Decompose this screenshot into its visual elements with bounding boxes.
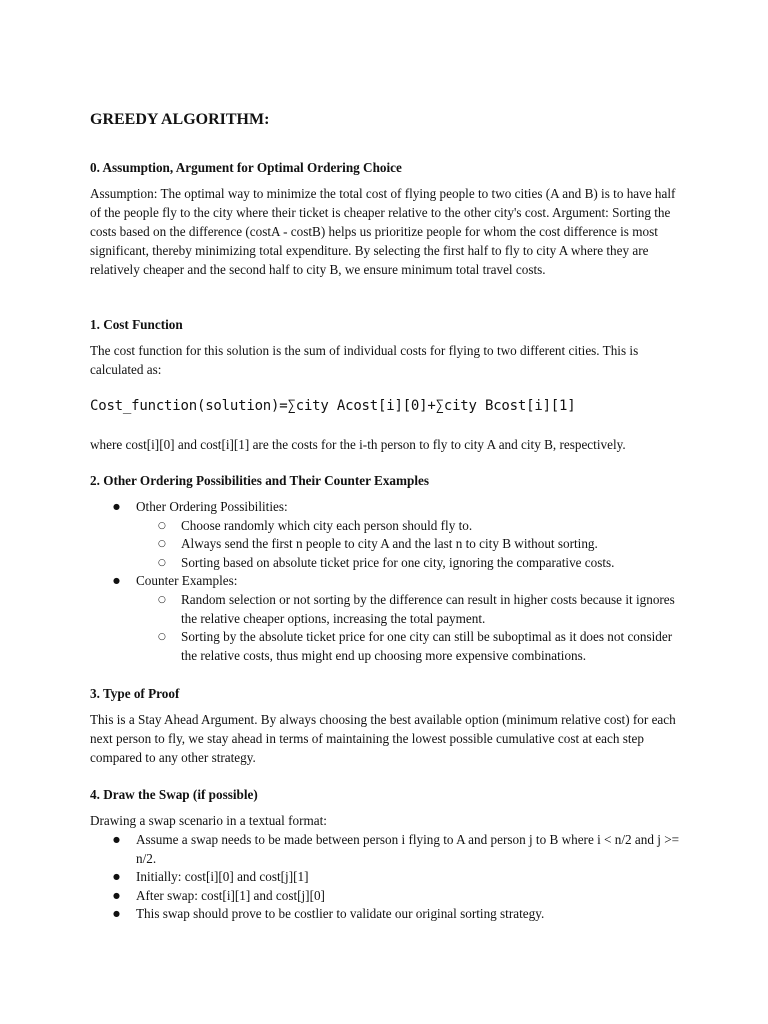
cost-function-formula: Cost_function(solution)=∑city Acost[i][0]+∑city Bcost[i][1] [90, 398, 576, 414]
section-1-heading: 1. Cost Function [90, 317, 183, 332]
ordering-list [90, 498, 682, 665]
document-title: GREEDY ALGORITHM: [90, 111, 270, 128]
list-item: ● Assume a swap needs to be made between person i flying to A and person j to B where i < n/2 and j >= n/2. [90, 831, 682, 868]
other-possibilities-label: Other Ordering Possibilities: [136, 499, 288, 514]
section-1-intro: The cost function for this solution is the sum of individual costs for flying to two different cities. This is calculated as: [90, 343, 639, 377]
other-possibilities-item [90, 498, 682, 517]
section-2-heading: 2. Other Ordering Possibilities and Their Counter Examples [90, 473, 429, 488]
section-1-note: where cost[i][0] and cost[i][1] are the costs for the i-th person to fly to city A and city B, respectively. [90, 437, 626, 452]
section-3-heading: 3. Type of Proof [90, 686, 180, 701]
section-0-heading: 0. Assumption, Argument for Optimal Ordering Choice [90, 160, 402, 175]
list-item: ○ Sorting based on absolute ticket price for one city, ignoring the comparative costs. [90, 554, 682, 573]
section-4-heading: 4. Draw the Swap (if possible) [90, 787, 258, 802]
counter-examples-label: Counter Examples: [136, 573, 238, 589]
list-item: ● After swap: cost[i][1] and cost[j][0] [90, 887, 682, 906]
counter-examples-item [90, 572, 682, 591]
list-item: ○ Random selection or not sorting by the difference can result in higher costs because it ignores the relative cheaper options, increasing the total payment. [90, 591, 682, 628]
list-item: ○ Always send the first n people to city A and the last n to city B without sorting. [90, 535, 682, 554]
section-4-intro: Drawing a swap scenario in a textual format: [90, 813, 327, 828]
swap-list [90, 831, 682, 924]
section-3-body: This is a Stay Ahead Argument. By always choosing the best available option (minimum relative cost) for each next person to fly, we stay ahead in terms of maintaining the lowest possible cumulative cost at each step compared to any other strategy. [90, 712, 676, 765]
list-item: ● Initially: cost[i][0] and cost[j][1] [90, 868, 682, 887]
list-item: ● This swap should prove to be costlier to validate our original sorting strategy. [90, 905, 682, 924]
list-item: ○ Sorting by the absolute ticket price for one city can still be suboptimal as it does not consider the relative costs, thus might end up choosing more expensive combinations. [90, 628, 682, 665]
list-item: ○ Choose randomly which city each person should fly to. [90, 517, 682, 536]
section-0-body: Assumption: The optimal way to minimize the total cost of flying people to two cities (A and B) is to have half of the people fly to the city where their ticket is cheaper relative to the other city's cost. Argument: Sorting the costs based on the difference (costA - costB) helps us prioritize people for whom the cost difference is most significant, thereby minimizing total expenditure. By selecting the first half to fly to city A where they are relatively cheaper and the second half to city B, we ensure minimum total travel costs. [90, 186, 676, 277]
